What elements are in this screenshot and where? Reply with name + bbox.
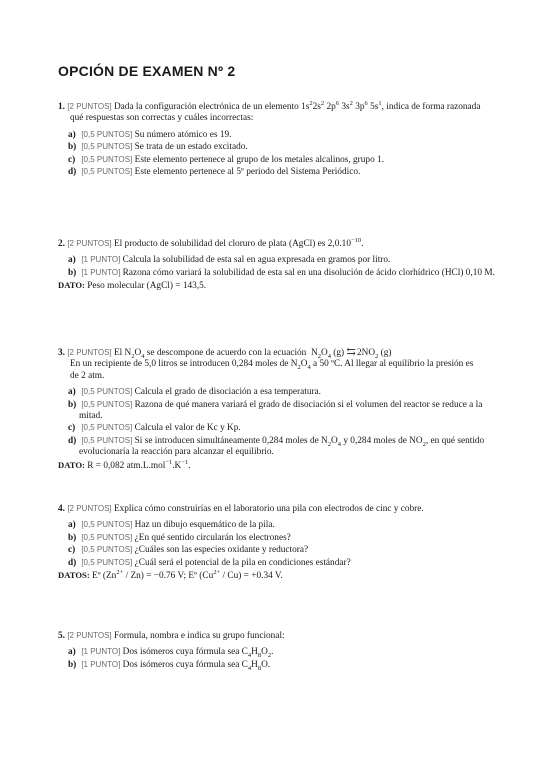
question-number: 2. xyxy=(58,239,65,249)
question-3-data: DATO: R = 0,082 $atm.L.mol^{-1}.K^{-1}$. xyxy=(58,458,191,471)
question-5-stem: 5. [2 PUNTOS] Formula, nombra e indica su grupo funcional: xyxy=(58,631,285,641)
question-points: [2 PUNTOS] xyxy=(67,631,112,640)
question-2-stem: 2. [2 PUNTOS] El producto de solubilidad del cloruro de plata (AgCl) es $2,0.10^{-10}$. xyxy=(58,236,364,249)
list-item: b) [0,5 PUNTOS] Razona de qué manera variará el grado de disociación si el volumen del reactor se reduce a la mitad. xyxy=(68,399,483,422)
question-points: [2 PUNTOS] xyxy=(67,348,112,357)
question-2 xyxy=(58,238,504,293)
question-3: 3. [2 PUNTOS] El $N_2O_4$ se descompone de acuerdo con la ecuación $N_2O_4$ (g) ⇆ $2NO_2$ (g) En un recipiente de 5,0 litros se introducen 0,284 moles de $N_2O_4$ a 50 ºC. Al llegar al equilibrio la presión es de 2 atm. a) [0,5 PUNTOS] Calcula el grado de disociación a esa temperatura. b) [0,5 PUNTOS] Razona de qué manera variará el grado de disociación si el volumen del reactor se reduce a la mitad. c) [0,5 PUNTOS] Calcula el valor de Kc y Kp. d) [0,5 PUNTOS] Si se introducen simultáneamente 0,284 moles de $N_2O_4$ y 0,284 moles de $NO_2$, en qué sentido evolucionaría la reacción para alcanzar el equilibrio. DATO: R = 0,082 $atm.L.mol^{-1}.K^{-1}$. xyxy=(58,347,504,472)
list-item: b) [0,5 PUNTOS] ¿En qué sentido circularán los electrones? xyxy=(68,532,291,543)
list-item: a) [0,5 PUNTOS] Haz un dibujo esquemático de la pila. xyxy=(68,520,275,531)
question-3-items xyxy=(68,386,504,458)
list-item: a) [0,5 PUNTOS] Su número atómico es 19. xyxy=(68,129,232,140)
equilibrium-arrow-icon: ⇆ xyxy=(346,346,355,358)
list-item: a) [1 PUNTO] Calcula la solubilidad de esta sal en agua expresada en gramos por litro. xyxy=(68,255,391,266)
question-points: [2 PUNTOS] xyxy=(67,102,112,111)
list-item: b) [0,5 PUNTOS] Se trata de un estado excitado. xyxy=(68,142,248,153)
question-number: 4. xyxy=(58,504,65,514)
equation: $N_2O_4$ (g) ⇆ $2NO_2$ (g) xyxy=(311,346,392,360)
question-2-items xyxy=(68,254,504,279)
question-points: [2 PUNTOS] xyxy=(67,504,112,513)
question-5 xyxy=(58,630,504,671)
question-1-stem-cont: qué respuestas son correctas y cuáles incorrectas: xyxy=(70,113,254,124)
list-item: c) [0,5 PUNTOS] Este elemento pertenece al grupo de los metales alcalinos, grupo 1. xyxy=(68,154,385,165)
list-item: a) [1 PUNTO] Dos isómeros cuya fórmula sea $C_4H_8O_2$. xyxy=(68,647,274,660)
question-1 xyxy=(58,101,504,178)
question-4-data: DATOS: Eº $(Zn^{2+} / Zn) = -0.76$ V; Eº $(Cu^{2+} / Cu) = +0.34$ V. xyxy=(58,568,283,582)
question-4-stem: 4. [2 PUNTOS] Explica cómo construirías en el laboratorio una pila con electrodos de cinc y cobre. xyxy=(58,504,424,514)
question-2-data: DATO: Peso molecular (AgCl) = 143,5. xyxy=(58,280,207,292)
exam-title: OPCIÓN DE EXAMEN Nº 2 xyxy=(58,63,236,79)
question-3-stem: 3. [2 PUNTOS] El $N_2O_4$ se descompone de acuerdo con la ecuación $N_2O_4$ (g) ⇆ $2NO_2$ (g) xyxy=(58,346,392,360)
list-item: d) [0,5 PUNTOS] ¿Cuál será el potencial de la pila en condiciones estándar? xyxy=(68,557,351,568)
list-item: c) [0,5 PUNTOS] Calcula el valor de Kc y Kp. xyxy=(68,423,241,434)
list-item: a) [0,5 PUNTOS] Calcula el grado de disociación a esa temperatura. xyxy=(68,387,322,398)
list-item: b) [1 PUNTO] Dos isómeros cuya fórmula sea $C_4H_8O$. xyxy=(68,659,271,672)
question-points: [2 PUNTOS] xyxy=(67,239,112,248)
list-item: c) [0,5 PUNTOS] ¿Cuáles son las especies oxidante y reductora? xyxy=(68,545,309,556)
list-item: d) [0,5 PUNTOS] Si se introducen simultáneamente 0,284 moles de $N_2O_4$ y 0,284 moles de $NO_2$, en qué sentido evolucionaría la reacción para alcanzar el equilibrio. xyxy=(68,435,485,458)
question-1-items xyxy=(68,129,504,179)
question-1-stem: 1. [2 PUNTOS] Dada la configuración electrónica de un elemento $1s^22s^2$ $2p^6$ $3s^2$ $3p^6$ $5s^1$, indica de forma razonada xyxy=(58,99,481,112)
question-number: 5. xyxy=(58,631,65,641)
question-4-items xyxy=(68,519,504,569)
question-5-items xyxy=(68,646,504,671)
question-number: 3. xyxy=(58,348,65,358)
question-4 xyxy=(58,503,504,582)
list-item: d) [0,5 PUNTOS] Este elemento pertenece al 5º periodo del Sistema Periódico. xyxy=(68,167,361,178)
question-number: 1. xyxy=(58,102,65,112)
list-item: b) [1 PUNTO] Razona cómo variará la solubilidad de esta sal en una disolución de ácido clorhídrico (HCl) 0,10 M. xyxy=(68,267,495,278)
